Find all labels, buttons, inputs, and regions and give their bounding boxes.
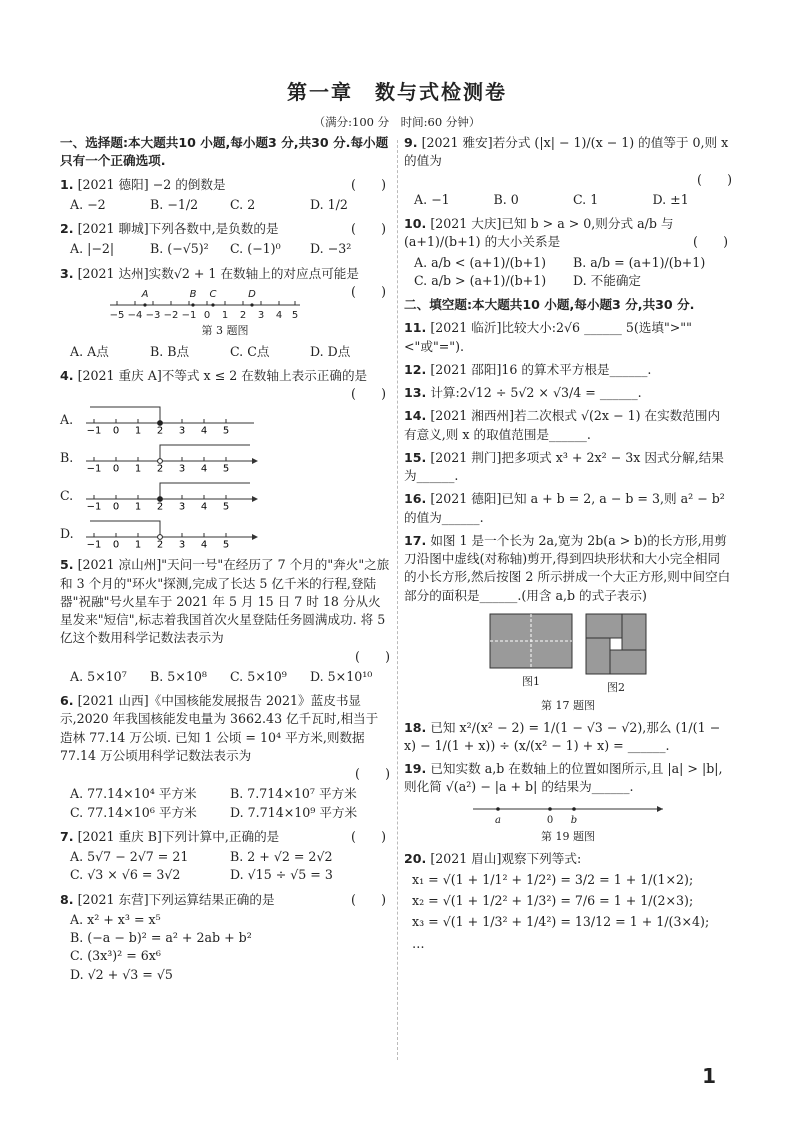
tick-label: 1	[134, 463, 142, 475]
option-d	[60, 517, 390, 551]
option-a: A. x² + x³ = x⁵	[70, 911, 161, 927]
svg-text:2: 2	[240, 309, 247, 321]
figure-17	[404, 613, 732, 696]
question-number: 15.	[404, 449, 427, 465]
tick-label: 4	[200, 501, 208, 513]
svg-text:B: B	[190, 288, 197, 300]
answer-paren: ( )	[692, 234, 728, 250]
question-number: 18.	[404, 719, 427, 735]
options	[70, 668, 390, 686]
question-text: [2021 聊城]下列各数中,是负数的是	[77, 221, 279, 236]
tick-label: −1	[86, 425, 102, 437]
option-d: D. ±1	[652, 191, 689, 207]
question-text: [2021 邵阳]16 的算术平方根是______.	[430, 361, 652, 377]
svg-text:−5: −5	[110, 309, 125, 321]
options	[70, 848, 390, 885]
question-7	[60, 828, 390, 885]
option-c: C. 1	[573, 191, 599, 207]
option-c: C. a/b > (a+1)/(b+1)	[414, 272, 547, 288]
question-4	[60, 367, 390, 552]
question-number: 10.	[404, 216, 427, 231]
tick-label: 1	[134, 501, 142, 513]
question-number: 20.	[404, 850, 427, 866]
tick-label: 5	[222, 425, 230, 437]
option-c	[60, 479, 390, 513]
option-b: B. (−a − b)² = a² + 2ab + b²	[70, 930, 252, 946]
tick-label: 4	[200, 463, 208, 475]
question-text: [2021 达州]实数√2 + 1 在数轴上的对应点可能是	[77, 265, 359, 281]
question-number: 5.	[60, 557, 74, 573]
option-b: B. 5×10⁸	[150, 668, 207, 684]
option-d: D. √2 + √3 = √5	[70, 966, 173, 982]
option-c: C. (3x³)² = 6x⁶	[70, 948, 161, 964]
number-line-option-a	[82, 403, 262, 437]
question-text: 已知实数 a,b 在数轴上的位置如图所示,且 |a| > |b|,则化简 √(a²) − |a + b| 的结果为______.	[404, 761, 723, 795]
question-13	[404, 384, 732, 402]
right-column	[404, 134, 732, 958]
question-text: 计算:2√12 ÷ 5√2 × √3/4 = ______.	[430, 385, 642, 400]
svg-text:5: 5	[292, 309, 299, 321]
question-17	[404, 532, 732, 714]
question-text: [2021 荆门]把多项式 x³ + 2x² − 3x 因式分解,结果为______.	[404, 449, 724, 483]
question-number: 12.	[404, 361, 427, 377]
question-number: 4.	[60, 367, 74, 383]
question-1	[60, 176, 390, 215]
question-11	[404, 319, 732, 356]
number-line-figure	[468, 801, 668, 827]
question-number: 3.	[60, 265, 74, 281]
svg-text:1: 1	[222, 309, 229, 321]
option-d: D. √15 ÷ √5 = 3	[230, 867, 333, 883]
options	[70, 196, 390, 214]
option-d: D. 不能确定	[573, 272, 642, 288]
tick-label: 3	[178, 539, 186, 551]
option-d: D. D点	[310, 343, 351, 359]
question-number: 16.	[404, 491, 427, 507]
option-c: C. 77.14×10⁶ 平方米	[70, 804, 197, 820]
svg-text:−1: −1	[182, 309, 197, 321]
question-text: [2021 眉山]观察下列等式:	[430, 850, 582, 866]
option-b: B. (−√5)²	[150, 241, 209, 257]
svg-text:0: 0	[204, 309, 211, 321]
option-d: D. 7.714×10⁹ 平方米	[230, 804, 358, 820]
number-line-option-c	[82, 479, 262, 513]
question-8	[60, 891, 390, 984]
equation-line: x₃ = √(1 + 1/3² + 1/4²) = 13/12 = 1 + 1/(3×4);	[412, 914, 710, 930]
tick-label: −1	[86, 539, 102, 551]
svg-text:a: a	[495, 814, 501, 826]
options	[70, 240, 390, 258]
question-number: 14.	[404, 408, 427, 424]
question-number: 11.	[404, 320, 427, 336]
option-label: B.	[60, 450, 74, 466]
figure-caption: 第 3 题图	[201, 323, 249, 337]
figure-2-label: 图2	[607, 680, 625, 694]
question-number: 9.	[404, 135, 418, 150]
question-text: [2021 东营]下列运算结果正确的是	[77, 891, 275, 907]
question-text: [2021 山西]《中国核能发展报告 2021》蓝皮书显示,2020 年我国核能发电量为 3662.43 亿千瓦时,相当于造林 77.14 万公顷. 已知 1 公顷 = 10⁴ 平方米,则数据 77.14 万公顷用科学记数法表示为	[60, 693, 379, 763]
svg-text:C: C	[209, 288, 217, 300]
option-b: B. 0	[493, 191, 519, 207]
question-number: 19.	[404, 761, 427, 777]
tick-label: 1	[134, 425, 142, 437]
svg-text:b: b	[570, 814, 578, 826]
page-number: 1	[702, 1064, 716, 1088]
option-a: A. −1	[414, 191, 450, 207]
option-a: A. 5√7 − 2√7 = 21	[70, 849, 189, 865]
question-text: [2021 大庆]已知 b > a > 0,则分式 a/b 与 (a+1)/(b+1) 的大小关系是	[404, 216, 674, 250]
option-a: A. |−2|	[70, 241, 115, 257]
question-10	[404, 215, 732, 290]
question-text: [2021 德阳]已知 a + b = 2, a − b = 3,则 a² − b² 的值为______.	[404, 491, 725, 525]
question-6	[60, 692, 390, 822]
option-a: A. 77.14×10⁴ 平方米	[70, 786, 197, 802]
question-text: [2021 重庆 A]不等式 x ≤ 2 在数轴上表示正确的是	[77, 367, 368, 383]
tick-label: 0	[112, 501, 120, 513]
tick-label: 2	[156, 425, 164, 437]
tick-label: 5	[222, 539, 230, 551]
question-9	[404, 134, 732, 209]
option-c: C. 5×10⁹	[230, 668, 287, 684]
question-number: 6.	[60, 693, 74, 709]
svg-text:−4: −4	[128, 309, 143, 321]
question-text: 已知 x²/(x² − 2) = 1/(1 − √3 − √2),那么 (1/(1 − x) − 1/(1 + x)) ÷ (x/(x² − 1) + x) = ______.	[404, 719, 721, 753]
answer-paren: ( )	[350, 221, 386, 236]
options	[70, 785, 390, 822]
question-text: 如图 1 是一个长为 2a,宽为 2b(a > b)的长方形,用剪刀沿图中虚线(对称轴)剪开,得到四块形状和大小完全相同的小长方形,然后按图 2 所示拼成一个大正方形,则中间空白部分的面积是______.(用含 a,b 的式子表示)	[404, 532, 731, 603]
question-5	[60, 556, 390, 686]
question-number: 2.	[60, 221, 74, 236]
question-text: [2021 重庆 B]下列计算中,正确的是	[77, 828, 280, 844]
tick-label: 0	[112, 539, 120, 551]
option-b: B. 7.714×10⁷ 平方米	[230, 786, 357, 802]
figure-caption: 第 17 题图	[541, 698, 595, 712]
tick-label: 4	[200, 539, 208, 551]
number-line-options	[60, 403, 390, 551]
option-d: D. 1/2	[310, 196, 348, 212]
number-line-option-d	[82, 517, 262, 551]
svg-text:4: 4	[276, 309, 283, 321]
question-text: [2021 德阳] −2 的倒数是	[77, 176, 226, 192]
option-b: B. B点	[150, 343, 190, 359]
option-a: A. a/b < (a+1)/(b+1)	[414, 254, 547, 270]
svg-text:−3: −3	[146, 309, 161, 321]
option-b: B. −1/2	[150, 196, 199, 212]
svg-text:0: 0	[546, 814, 554, 826]
option-label: C.	[60, 488, 74, 504]
question-number: 7.	[60, 828, 74, 844]
tick-label: 3	[178, 425, 186, 437]
column-divider	[397, 140, 398, 1060]
question-text: [2021 凉山州]"天问一号"在经历了 7 个月的"奔火"之旅和 3 个月的"环火"探测,完成了长达 5 亿千米的行程,登陆器"祝融"号火星车于 2021 年 5 月 15 日 7 时 18 分从火星发来"短信",标志着我国首次火星登陆任务圆满成功. 将 5 亿这个数用科学记数法表示为	[60, 557, 390, 646]
figure-1	[489, 613, 573, 696]
answer-paren: ( )	[354, 648, 390, 664]
options	[414, 254, 732, 291]
option-a: A. −2	[70, 196, 106, 212]
figure-caption: 第 19 题图	[541, 829, 595, 843]
tick-label: 2	[156, 463, 164, 475]
question-12	[404, 361, 732, 379]
question-number: 1.	[60, 176, 74, 192]
svg-text:D: D	[248, 288, 257, 300]
question-3	[60, 265, 390, 361]
answer-paren: ( )	[696, 171, 732, 187]
question-19	[404, 760, 732, 844]
tick-label: 2	[156, 539, 164, 551]
svg-text:A: A	[142, 288, 149, 300]
question-text: [2021 雅安]若分式 (|x| − 1)/(x − 1) 的值等于 0,则 x 的值为	[404, 135, 729, 169]
question-15	[404, 449, 732, 486]
question-text: [2021 临沂]比较大小:2√6 ______ 5(选填">""<"或"=").	[404, 320, 692, 354]
svg-text:−2: −2	[164, 309, 179, 321]
options	[414, 191, 732, 209]
tick-label: −1	[86, 463, 102, 475]
equation-line: …	[412, 935, 425, 951]
number-line-option-b	[82, 441, 262, 475]
tick-label: 0	[112, 425, 120, 437]
option-d: D. 5×10¹⁰	[310, 668, 373, 684]
options	[70, 911, 390, 984]
tick-label: 4	[200, 425, 208, 437]
option-b: B. a/b = (a+1)/(b+1)	[573, 254, 706, 270]
option-a: A. 5×10⁷	[70, 668, 127, 684]
question-number: 8.	[60, 891, 74, 907]
rectangle-figure	[489, 613, 573, 669]
figure-1-label: 图1	[522, 674, 540, 688]
question-20	[404, 850, 732, 953]
tick-label: 3	[178, 463, 186, 475]
question-text: [2021 湘西州]若二次根式 √(2x − 1) 在实数范围内有意义,则 x 的取值范围是______.	[404, 408, 721, 442]
section-choice-heading: 一、选择题:本大题共10 小题,每小题3 分,共30 分.每小题只有一个正确选项.	[60, 135, 389, 169]
answer-paren: ( )	[350, 386, 386, 402]
question-number: 17.	[404, 532, 427, 548]
option-a	[60, 403, 390, 437]
tick-label: 5	[222, 501, 230, 513]
answer-paren: ( )	[350, 828, 386, 844]
page-title: 第一章 数与式检测卷	[287, 80, 507, 104]
answer-paren: ( )	[350, 176, 386, 192]
option-label: D.	[60, 526, 74, 542]
figure-2	[585, 613, 647, 696]
svg-text:3: 3	[258, 309, 265, 321]
option-c: C. 2	[230, 196, 256, 212]
equation-line: x₂ = √(1 + 1/2² + 1/3²) = 7/6 = 1 + 1/(2×3);	[412, 893, 694, 908]
question-2	[60, 220, 390, 259]
question-number: 13.	[404, 385, 427, 400]
answer-paren: ( )	[354, 766, 390, 782]
question-18	[404, 719, 732, 756]
section-fill-heading: 二、填空题:本大题共10 小题,每小题3 分,共30 分.	[404, 297, 695, 312]
left-column	[60, 134, 390, 990]
tick-label: −1	[86, 501, 102, 513]
option-a: A. A点	[70, 343, 109, 359]
equation-line: x₁ = √(1 + 1/1² + 1/2²) = 3/2 = 1 + 1/(1×2);	[412, 871, 694, 887]
question-16	[404, 490, 732, 527]
tick-label: 3	[178, 501, 186, 513]
answer-paren: ( )	[350, 891, 386, 907]
square-figure	[585, 613, 647, 675]
option-label: A.	[60, 412, 74, 428]
tick-label: 1	[134, 539, 142, 551]
answer-paren: ( )	[350, 283, 386, 299]
options	[70, 343, 390, 361]
tick-label: 2	[156, 501, 164, 513]
number-line-figure	[105, 287, 305, 321]
option-c: C. C点	[230, 343, 270, 359]
page-subtitle: （满分:100 分 时间:60 分钟）	[313, 115, 481, 129]
question-14	[404, 407, 732, 444]
tick-label: 0	[112, 463, 120, 475]
option-b: B. 2 + √2 = 2√2	[230, 849, 333, 865]
option-c: C. (−1)⁰	[230, 241, 281, 257]
tick-label: 5	[222, 463, 230, 475]
option-d: D. −3²	[310, 241, 352, 257]
option-c: C. √3 × √6 = 3√2	[70, 867, 181, 883]
option-b	[60, 441, 390, 475]
